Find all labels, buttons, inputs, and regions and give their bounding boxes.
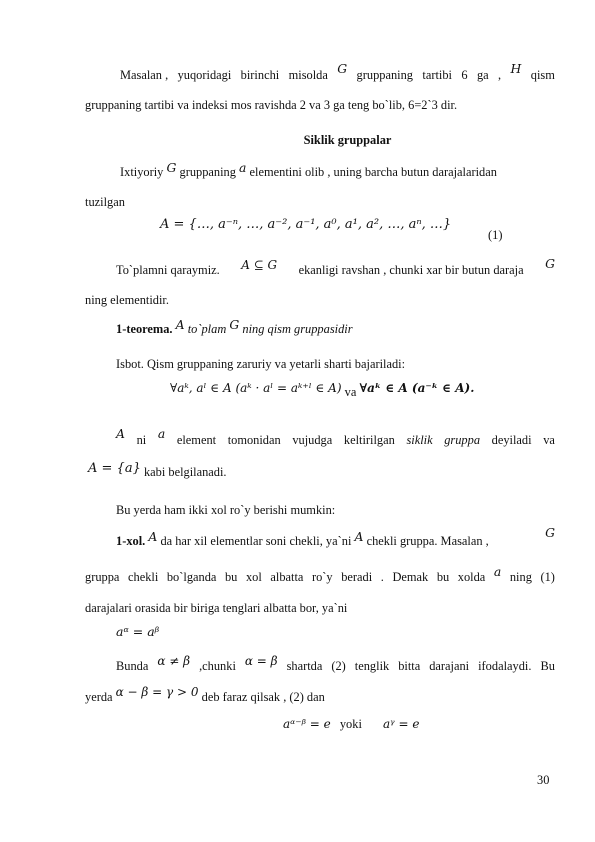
equation-2: aᵅ = aᵝ: [116, 624, 160, 639]
proof-text: Isbot. Qism gruppaning zaruriy va yetarli sharti bajariladi:: [116, 357, 406, 371]
paragraph-4-line-1: A ni a element tomonidan vujudga keltirilgan siklik gruppa deyiladi va: [116, 426, 555, 447]
paragraph-6: 1-xol. A da har xil elementlar soni chekli, ya`ni A chekli gruppa. Masalan , G: [116, 525, 555, 548]
equation-3: aᵅ⁻ᵝ = e yoki aᵞ = e: [283, 717, 420, 731]
paragraph-7-line-2: darajalari orasida bir biriga tenglari albatta bor, ya`ni: [85, 601, 348, 615]
paragraph-3-line-1: To`plamni qaraymiz. A ⊆ G ekanligi ravshan , chunki xar bir butun daraja G: [116, 256, 555, 277]
paragraph-3-line-2: ning elementidir.: [85, 293, 169, 307]
page-number: 30: [537, 773, 550, 787]
theorem-1: 1-teorema. A to`plam G ning qism gruppasidir: [116, 317, 353, 336]
paragraph-7-line-1: gruppa chekli bo`lganda bu xol albatta ro`y beradi . Demak bu xolda a ning (1): [85, 564, 555, 584]
paragraph-2-line-1: Ixtiyoriy G gruppaning a elementini olib , uning barcha butun darajalaridan: [120, 160, 497, 179]
paragraph-1-line-1: Masalan , yuqoridagi birinchi misolda G gruppaning tartibi 6 ga , H qism: [120, 61, 555, 82]
paragraph-2-line-2: tuzilgan: [85, 195, 125, 209]
paragraph-8-line-2: yerda α − β = γ > 0 deb faraz qilsak , (2) dan: [85, 685, 325, 704]
equation-1-number: (1): [488, 228, 503, 242]
paragraph-1-line-2: gruppaning tartibi va indeksi mos ravishda 2 va 3 ga teng bo`lib, 6=2`3 dir.: [85, 98, 458, 112]
paragraph-4-line-2: A = {a} kabi belgilanadi.: [88, 461, 227, 479]
math-H: H: [510, 61, 522, 76]
proof-condition: ∀aᵏ, aˡ ∈ A (aᵏ · aˡ = aᵏ⁺ˡ ∈ A) va ∀aᵏ ∈ A (a⁻ᵏ ∈ A).: [170, 381, 475, 399]
paragraph-8-line-1: Bunda α ≠ β ,chunki α = β shartda (2) tenglik bitta darajani ifodalaydi. Bu: [116, 654, 555, 673]
paragraph-5: Bu yerda ham ikki xol ro`y berishi mumkin:: [116, 503, 336, 517]
equation-1: A = {…, a⁻ⁿ, …, a⁻², a⁻¹, a⁰, a¹, a², …, aⁿ, …}: [160, 217, 452, 232]
math-G: G: [337, 61, 348, 76]
section-heading: Siklik gruppalar: [303, 133, 392, 147]
